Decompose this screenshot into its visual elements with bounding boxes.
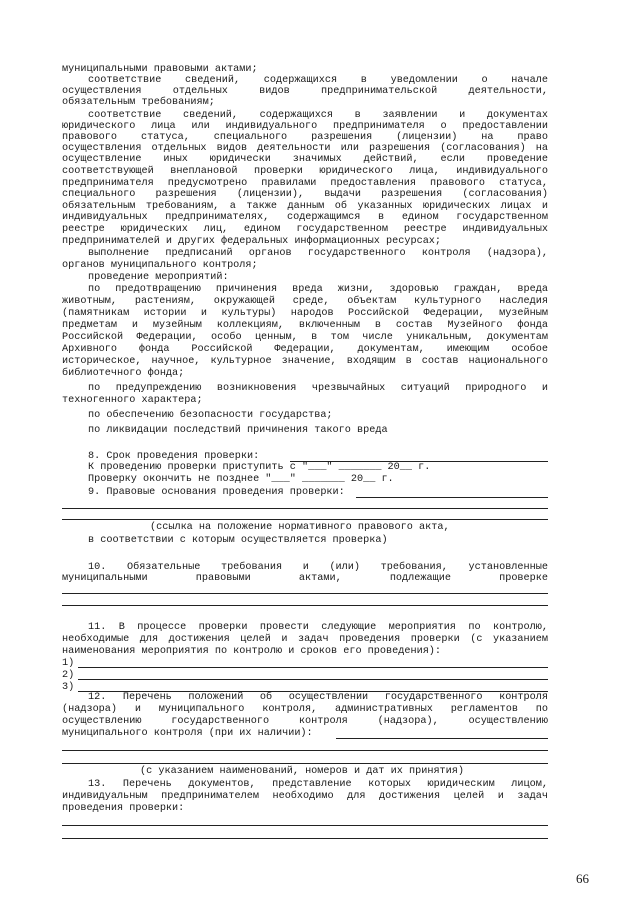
section-11-line: наименования мероприятия по контролю и сроков его проведения):: [62, 646, 442, 657]
text-line: осуществления отдельных видов предпринимательской деятельности,: [62, 86, 548, 97]
fill-line: [62, 508, 548, 509]
section-10-line: муниципальными правовыми актами, подлежащие проверке: [62, 573, 548, 584]
section-12-note: (с указанием наименований, номеров и дат их принятия): [140, 766, 465, 777]
text-line: проведение мероприятий:: [88, 272, 229, 283]
text-line: по предотвращению причинения вреда жизни, здоровью граждан, вреда: [88, 284, 548, 295]
fill-line: [336, 738, 548, 739]
text-line: Архивного фонда Российской Федерации, документам, имеющим особое: [62, 344, 548, 355]
section-11-line: 11. В процессе проверки провести следующие мероприятия по контролю,: [88, 622, 548, 633]
text-line: предпринимателя предусмотрено правилами предоставления правового статуса,: [62, 178, 548, 189]
fill-line: [62, 750, 548, 751]
fill-line: [356, 497, 548, 498]
section-13-line: индивидуальным предпринимателем необходимо для достижения целей и задач: [62, 791, 548, 802]
fill-line: [62, 519, 548, 520]
section-8-title: 8. Срок проведения проверки:: [88, 451, 260, 462]
text-line: соответствие сведений, содержащихся в уведомлении о начале: [88, 75, 548, 86]
fill-line: [62, 605, 548, 606]
fill-line: [78, 667, 548, 668]
section-12-line: муниципального контроля (при их наличии):: [62, 728, 313, 739]
section-9-note: в соответствии с которым осуществляется проверка): [88, 535, 388, 546]
page-number: 66: [576, 871, 589, 886]
fill-line: [78, 679, 548, 680]
text-line: специального разрешения (лицензии), выдачи разрешения (согласования): [62, 189, 548, 200]
text-line: осуществления отдельных видов деятельности или разрешения (согласования) на: [62, 143, 548, 154]
text-line: по ликвидации последствий причинения такого вреда: [88, 425, 388, 436]
section-9-note: (ссылка на положение нормативного правового акта,: [150, 522, 450, 533]
fill-line: [62, 825, 548, 826]
text-line: осуществление иных юридически значимых действий, если проведение: [62, 154, 548, 165]
section-8-end: Проверку окончить не позднее "___" _______ 20__ г.: [88, 474, 394, 485]
section-10-line: 10. Обязательные требования и (или) требования, установленные: [88, 562, 548, 573]
text-line: техногенного характера;: [62, 395, 203, 406]
section-13-line: проведения проверки:: [62, 803, 185, 814]
section-9-title: 9. Правовые основания проведения проверки:: [88, 487, 345, 498]
text-line: по обеспечению безопасности государства;: [88, 410, 333, 421]
section-13-line: 13. Перечень документов, представление которых юридическим лицом,: [88, 779, 548, 790]
list-item-label: 2): [62, 670, 75, 681]
text-line: правового статуса, специального разрешения (лицензии) на право: [62, 132, 548, 143]
text-line: предметам и музейным коллекциям, включенным в состав Музейного фонда: [62, 320, 548, 331]
text-line: соответствующей внеплановой проверки юридического лица, индивидуального: [62, 166, 548, 177]
section-12-line: 12. Перечень положений об осуществлении государственного контроля: [88, 692, 548, 703]
section-12-line: осуществлению государственного контроля (надзора), осуществлению: [62, 716, 548, 727]
fill-line: [62, 838, 548, 839]
fill-line: [62, 763, 548, 764]
section-12-line: (надзора) и муниципального контроля, административных регламентов по: [62, 704, 548, 715]
text-line: Российской Федерации, особо ценным, в том числе уникальным, документам: [62, 332, 548, 343]
text-line: выполнение предписаний органов государственного контроля (надзора),: [88, 248, 548, 259]
text-line: (памятникам истории и культуры) народов Российской Федерации, музейным: [62, 308, 548, 319]
text-line: библиотечного фонда;: [62, 368, 185, 379]
text-line: обязательным требованиям;: [62, 97, 215, 108]
text-line: реестре юридических лиц, едином государственном реестре индивидуальных: [62, 224, 548, 235]
text-line: обязательным требованиям, а также данным об указанных юридических лицах и: [62, 201, 548, 212]
text-line: муниципальными правовыми актами;: [62, 64, 258, 75]
list-item-label: 1): [62, 658, 75, 669]
text-line: индивидуальных предпринимателях, содержащимся в едином государственном: [62, 212, 548, 223]
text-line: историческое, научное, культурное значение, входящим в состав национального: [62, 356, 548, 367]
section-8-start: К проведению проверки приступить с "___" _______ 20__ г.: [88, 462, 431, 473]
list-item-label: 3): [62, 682, 75, 693]
text-line: животным, растениям, окружающей среде, объектам культурного наследия: [62, 296, 548, 307]
text-line: соответствие сведений, содержащихся в заявлении и документах: [88, 110, 548, 121]
text-line: органов муниципального контроля;: [62, 260, 258, 271]
fill-line: [62, 593, 548, 594]
text-line: юридического лица или индивидуального предпринимателя о предоставлении: [62, 121, 548, 132]
text-line: предпринимателей и других федеральных информационных ресурсах;: [62, 236, 442, 247]
text-line: по предупреждению возникновения чрезвычайных ситуаций природного и: [88, 383, 548, 394]
section-11-line: необходимые для достижения целей и задач проведения проверки (с указанием: [62, 634, 548, 645]
